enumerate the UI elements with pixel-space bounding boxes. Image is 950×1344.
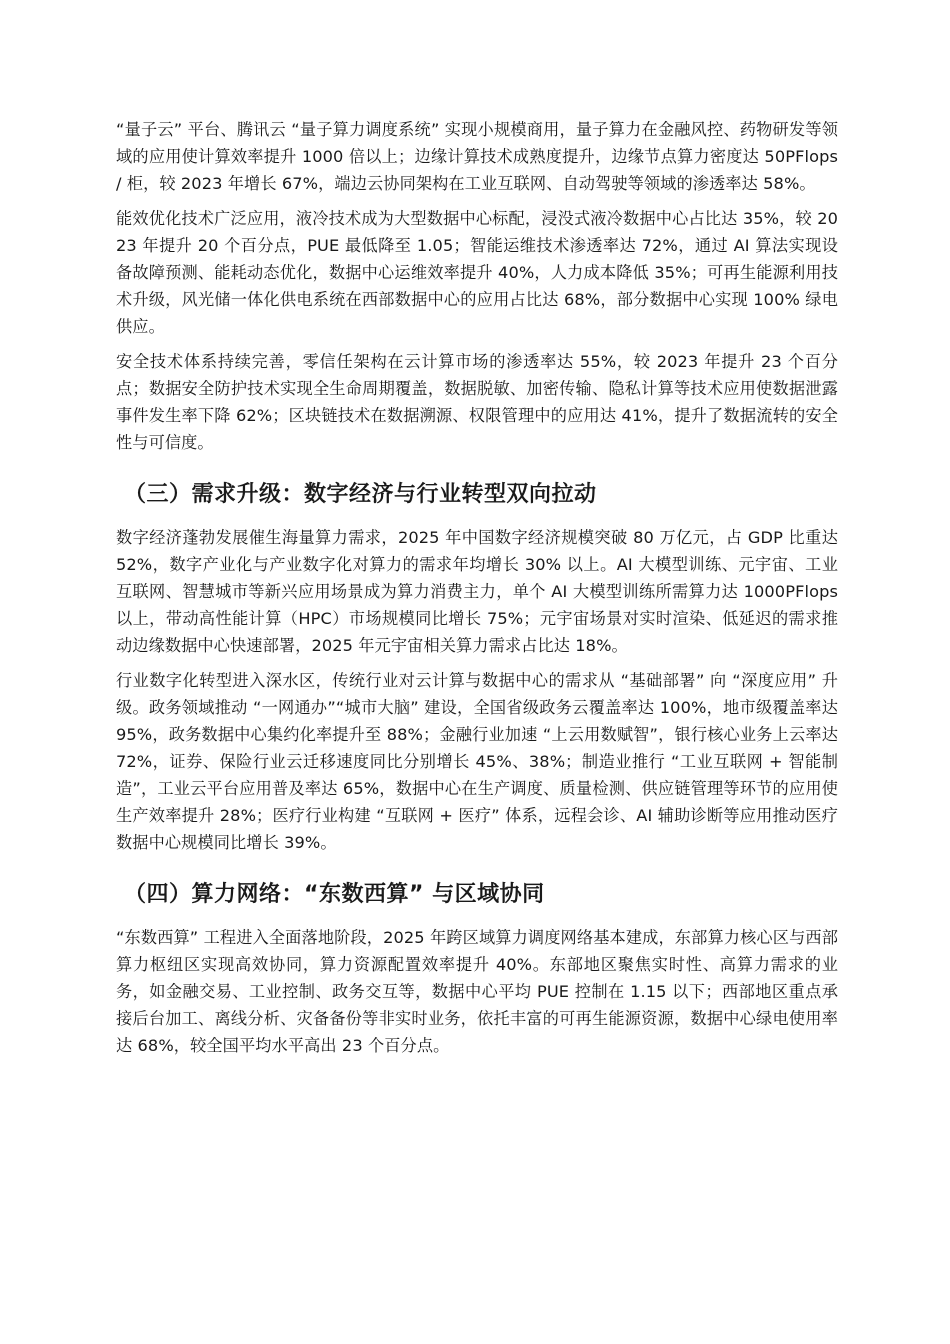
section-4-heading: （四）算力网络：“东数西算” 与区域协同	[124, 882, 545, 907]
paragraph-security: 安全技术体系持续完善，零信任架构在云计算市场的渗透率达 55%，较 2023 年提升 23 个百分点；数据安全防护技术实现全生命周期覆盖，数据脱敏、加密传输、隐私计算等技术应用使数据泄露事件发生率下降 62%；区块链技术在数据溯源、权限管理中的应用达 41%，提升了数据流转的安全性与可信度。	[116, 352, 838, 452]
paragraph-digital-economy: 数字经济蓬勃发展催生海量算力需求，2025 年中国数字经济规模突破 80 万亿元，占 GDP 比重达 52%，数字产业化与产业数字化对算力的需求年均增长 30% 以上。AI 大模型训练、元宇宙、工业互联网、智慧城市等新兴应用场景成为算力消费主力，单个 AI 大模型训练所需算力达 1000PFlops 以上，带动高性能计算（HPC）市场规模同比增长 75%；元宇宙场景对实时渲染、低延迟的需求推动边缘数据中心快速部署，2025 年元宇宙相关算力需求占比达 18%。	[116, 528, 838, 655]
document-page	[116, 116, 838, 1067]
paragraph-energy-efficiency: 能效优化技术广泛应用，液冷技术成为大型数据中心标配，浸没式液冷数据中心占比达 35%，较 2023 年提升 20 个百分点，PUE 最低降至 1.05；智能运维技术渗透率达 72%，通过 AI 算法实现设备故障预测、能耗动态优化，数据中心运维效率提升 40%，人力成本降低 35%；可再生能源利用技术升级，风光储一体化供电系统在西部数据中心的应用占比达 68%，部分数据中心实现 100% 绿电供应。	[116, 209, 838, 336]
paragraph-quantum-edge: “量子云” 平台、腾讯云 “量子算力调度系统” 实现小规模商用，量子算力在金融风控、药物研发等领域的应用使计算效率提升 1000 倍以上；边缘计算技术成熟度提升，边缘节点算力密度达 50PFlops / 柜，较 2023 年增长 67%，端边云协同架构在工业互联网、自动驾驶等领域的渗透率达 58%。	[116, 120, 838, 193]
paragraph-industry-transformation: 行业数字化转型进入深水区，传统行业对云计算与数据中心的需求从 “基础部署” 向 “深度应用” 升级。政务领域推动 “一网通办”“城市大脑” 建设，全国省级政务云覆盖率达 100%，地市级覆盖率达 95%，政务数据中心集约化率提升至 88%；金融行业加速 “上云用数赋智”，银行核心业务上云率达 72%，证券、保险行业云迁移速度同比分别增长 45%、38%；制造业推行 “工业互联网 + 智能制造”，工业云平台应用普及率达 65%，数据中心在生产调度、质量检测、供应链管理等环节的应用使生产效率提升 28%；医疗行业构建 “互联网 + 医疗” 体系，远程会诊、AI 辅助诊断等应用推动医疗数据中心规模同比增长 39%。	[116, 671, 838, 852]
paragraph-east-data-west-compute: “东数西算” 工程进入全面落地阶段，2025 年跨区域算力调度网络基本建成，东部算力核心区与西部算力枢纽区实现高效协同，算力资源配置效率提升 40%。东部地区聚焦实时性、高算力需求的业务，如金融交易、工业控制、政务交互等，数据中心平均 PUE 控制在 1.15 以下；西部地区重点承接后台加工、离线分析、灾备备份等非实时业务，依托丰富的可再生能源资源，数据中心绿电使用率达 68%，较全国平均水平高出 23 个百分点。	[116, 928, 838, 1055]
section-3-heading: （三）需求升级：数字经济与行业转型双向拉动	[124, 482, 597, 507]
